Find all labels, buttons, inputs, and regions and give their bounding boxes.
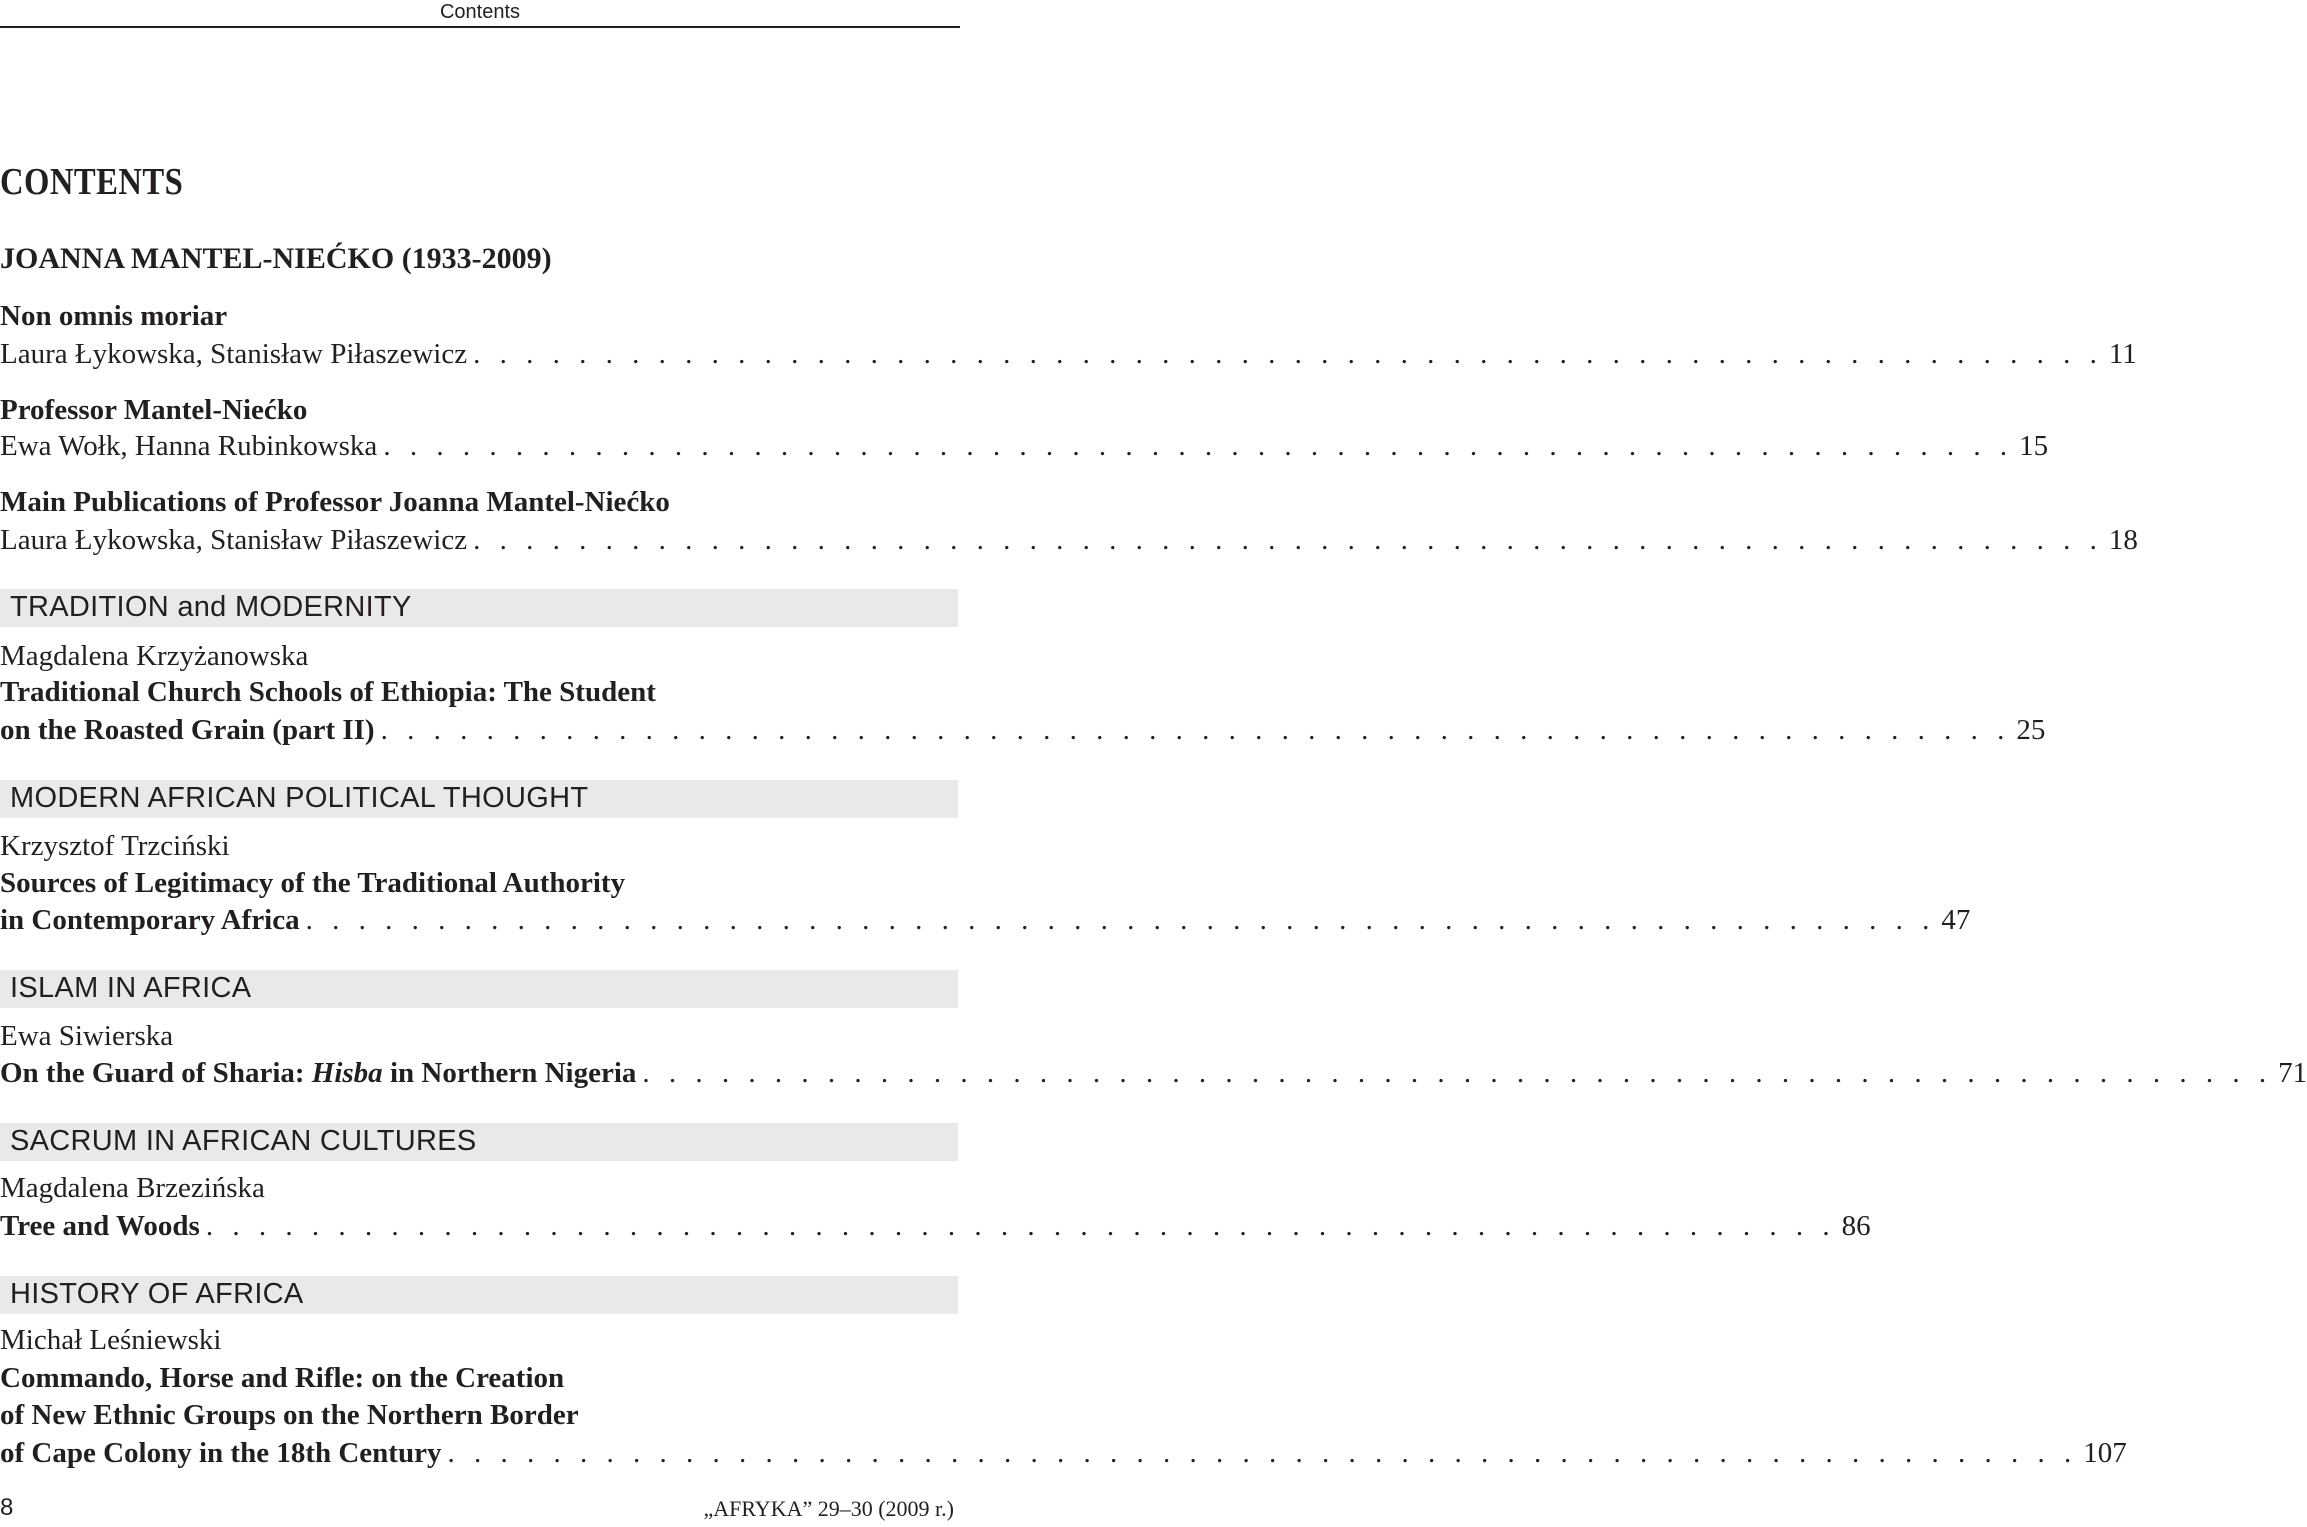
toc-entry-title[interactable]: Traditional Church Schools of Ethiopia: The Student	[0, 676, 656, 708]
page-number: 15	[2019, 430, 2049, 462]
section-band	[0, 1276, 958, 1314]
toc-entry-title[interactable]: On the Guard of Sharia: Hisba in Northern Nigeria . . . . . . . . . . . . . . . . . . . . . . . . . . . . . . . . . . . . . . . . . . . . . . . . . . . . . . . . . . . . . . 71	[0, 1057, 2307, 1089]
toc-entry-author: Magdalena Krzyżanowska	[0, 640, 309, 672]
running-header-title: Contents	[439, 1, 521, 23]
folio-page-number: 8	[0, 1494, 14, 1521]
page-number: 47	[1941, 904, 1971, 936]
toc-entry-author: Michał Leśniewski	[0, 1324, 222, 1356]
page-number: 86	[1841, 1210, 1871, 1242]
section-heading: HISTORY OF AFRICA	[10, 1278, 304, 1310]
toc-entry-title[interactable]: Sources of Legitimacy of the Traditional Authority	[0, 867, 626, 899]
toc-entry-title[interactable]: of New Ethnic Groups on the Northern Border	[0, 1399, 579, 1431]
section-heading: TRADITION and MODERNITY	[10, 591, 412, 623]
toc-entry-author: Krzysztof Trzciński	[0, 830, 230, 862]
section-heading: MODERN AFRICAN POLITICAL THOUGHT	[10, 782, 589, 814]
section-heading: SACRUM IN AFRICAN CULTURES	[10, 1125, 477, 1157]
page-number: 107	[2083, 1437, 2127, 1469]
section-heading: ISLAM IN AFRICA	[10, 972, 252, 1004]
toc-entry-authors[interactable]: Laura Łykowska, Stanisław Piłaszewicz . . . . . . . . . . . . . . . . . . . . . . . . . . . . . . . . . . . . . . . . . . . . . . . . . . . . . . . . . . . . . . 11	[0, 338, 2137, 370]
toc-entry-title[interactable]: Tree and Woods . . . . . . . . . . . . . . . . . . . . . . . . . . . . . . . . . . . . . . . . . . . . . . . . . . . . . . . . . . . . . . 86	[0, 1210, 1871, 1242]
dedication-heading: JOANNA MANTEL-NIEĆKO (1933-2009)	[0, 242, 552, 275]
page-number: 25	[2016, 714, 2046, 746]
toc-entry-title[interactable]: on the Roasted Grain (part II) . . . . . . . . . . . . . . . . . . . . . . . . . . . . . . . . . . . . . . . . . . . . . . . . . . . . . . . . . . . . . . 25	[0, 714, 2046, 746]
journal-footer: „AFRYKA” 29–30 (2009 r.)	[703, 1496, 954, 1521]
toc-entry-title[interactable]: Non omnis moriar	[0, 300, 228, 332]
section-band	[0, 1123, 958, 1161]
section-band	[0, 589, 958, 627]
toc-entry-title[interactable]: of Cape Colony in the 18th Century . . . . . . . . . . . . . . . . . . . . . . . . . . . . . . . . . . . . . . . . . . . . . . . . . . . . . . . . . . . . . . 107	[0, 1437, 2127, 1469]
toc-entry-author: Magdalena Brzezińska	[0, 1172, 265, 1204]
page-title: CONTENTS	[0, 161, 184, 203]
toc-entry-title[interactable]: Main Publications of Professor Joanna Mantel-Niećko	[0, 486, 670, 518]
page-number: 11	[2108, 338, 2137, 370]
running-header	[0, 0, 960, 28]
page-number: 71	[2278, 1057, 2307, 1089]
toc-entry-authors[interactable]: Laura Łykowska, Stanisław Piłaszewicz . . . . . . . . . . . . . . . . . . . . . . . . . . . . . . . . . . . . . . . . . . . . . . . . . . . . . . . . . . . . . . 18	[0, 524, 2138, 556]
section-band	[0, 970, 958, 1008]
section-band	[0, 780, 958, 818]
toc-entry-author: Ewa Siwierska	[0, 1020, 174, 1052]
toc-entry-title[interactable]: Commando, Horse and Rifle: on the Creation	[0, 1362, 565, 1394]
toc-entry-authors[interactable]: Ewa Wołk, Hanna Rubinkowska . . . . . . . . . . . . . . . . . . . . . . . . . . . . . . . . . . . . . . . . . . . . . . . . . . . . . . . . . . . . . . 15	[0, 430, 2049, 462]
toc-entry-title[interactable]: in Contemporary Africa . . . . . . . . . . . . . . . . . . . . . . . . . . . . . . . . . . . . . . . . . . . . . . . . . . . . . . . . . . . . . . 47	[0, 904, 1971, 936]
page-number: 18	[2108, 524, 2138, 556]
toc-entry-title[interactable]: Professor Mantel-Niećko	[0, 394, 308, 426]
